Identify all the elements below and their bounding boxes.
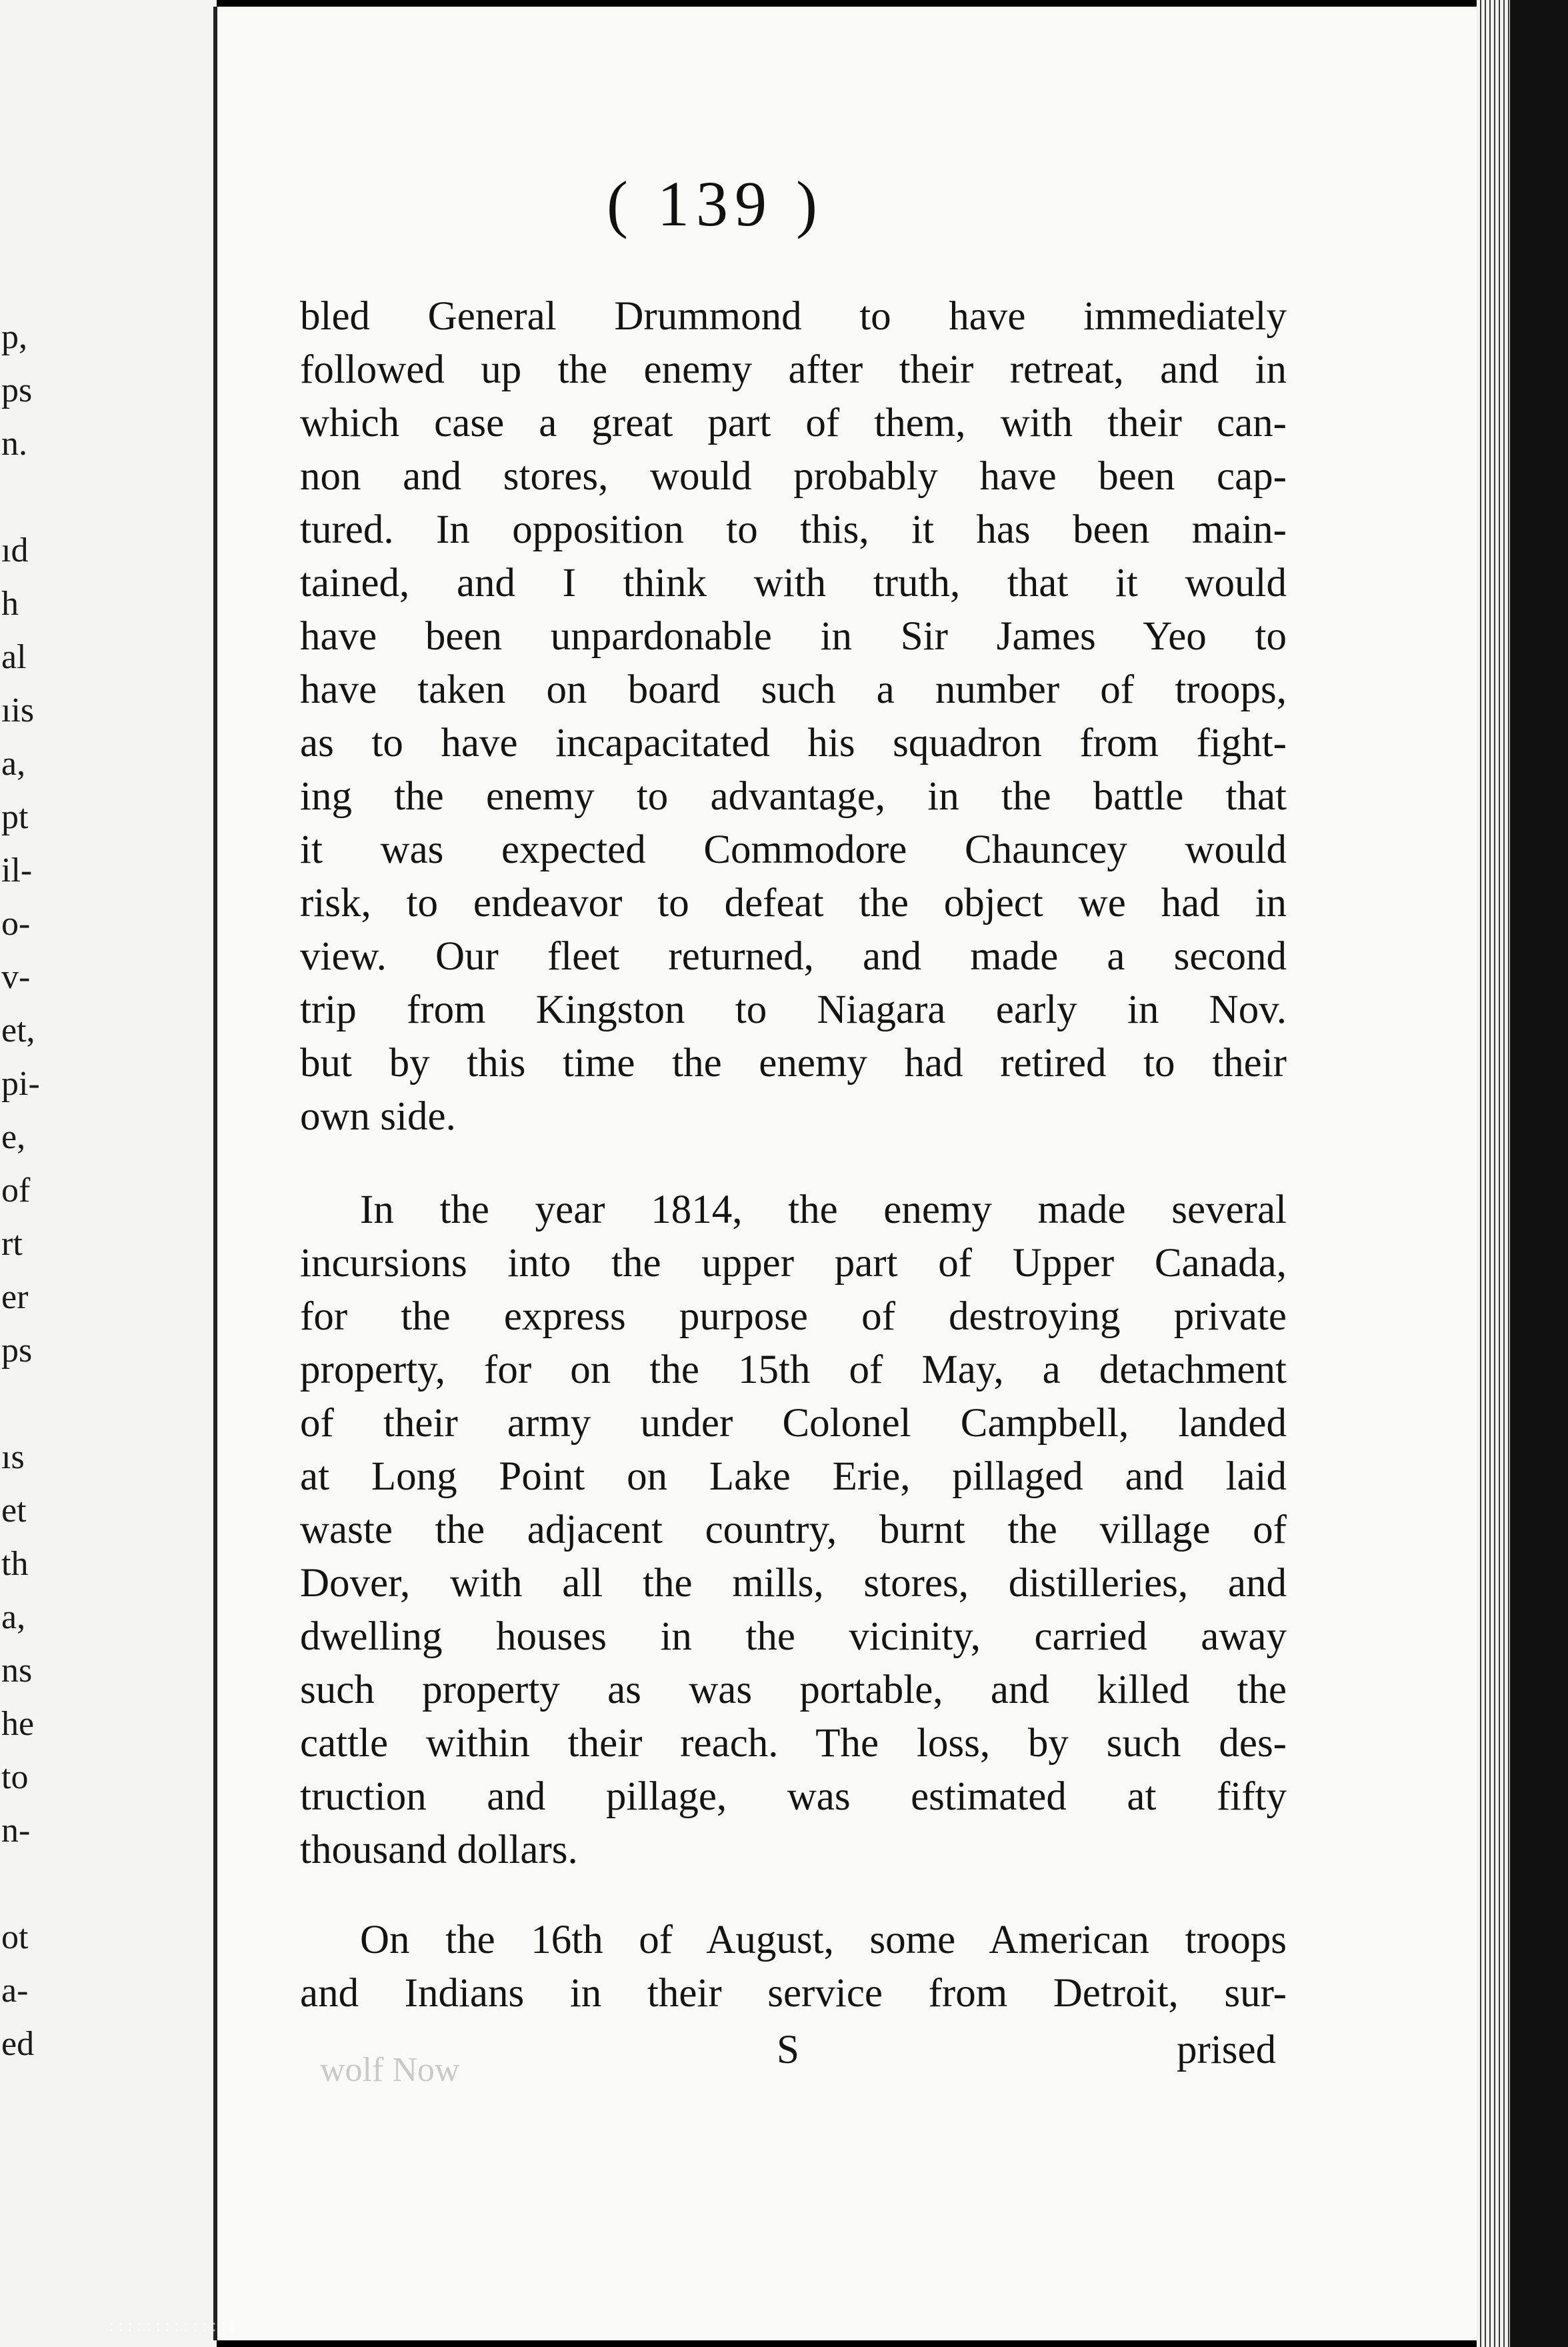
left-page-line-end: of <box>1 1171 31 1210</box>
left-page-line-end: al <box>1 638 27 676</box>
left-page-line-end: ns <box>1 1652 33 1690</box>
left-page-line-end: et, <box>1 1011 35 1049</box>
text-line: tured. In opposition to this, it has been main- <box>300 507 1287 552</box>
text-line: followed up the enemy after their retreat, and in <box>300 347 1287 392</box>
left-page-line-end: ps <box>1 1332 33 1370</box>
text-line: non and stores, would probably have been cap- <box>300 454 1287 499</box>
left-page-line-end: v- <box>1 958 31 996</box>
text-line: have taken on board such a number of troops, <box>300 667 1287 712</box>
text-line: waste the adjacent country, burnt the village of <box>300 1508 1287 1552</box>
text-line: but by this time the enemy had retired to their <box>300 1041 1287 1085</box>
text-line: have been unpardonable in Sir James Yeo to <box>300 614 1287 659</box>
text-line: property, for on the 15th of May, a detachment <box>300 1348 1287 1392</box>
paragraph-2 <box>300 1184 1287 1877</box>
left-page-line-end: a, <box>1 745 26 783</box>
text-line: such property as was portable, and killed the <box>300 1668 1287 1712</box>
left-page-line-end: ıis <box>1 691 35 729</box>
text-line: incursions into the upper part of Upper Canada, <box>300 1241 1287 1286</box>
left-page-line-end: th <box>1 1545 29 1583</box>
text-line: tained, and I think with truth, that it would <box>300 561 1287 605</box>
left-page-line-end: a- <box>1 1972 29 2010</box>
left-page-line-end: er <box>1 1278 29 1316</box>
left-page-line-end: ıd <box>1 531 29 569</box>
text-line: at Long Point on Lake Erie, pillaged and laid <box>300 1454 1287 1499</box>
left-page-line-end: ot <box>1 1918 29 1956</box>
page-edge-shadow <box>1510 0 1568 2347</box>
left-page-line-end: rt <box>1 1225 23 1263</box>
left-page-line-end: h <box>1 585 19 623</box>
left-page-line-end: n. <box>1 425 27 463</box>
left-page-line-end: il- <box>1 851 33 889</box>
left-page-line-end: e, <box>1 1118 26 1156</box>
left-page-line-end: ıs <box>1 1438 25 1476</box>
text-line: truction and pillage, was estimated at fifty <box>300 1774 1287 1819</box>
text-line: trip from Kingston to Niagara early in Nov. <box>300 987 1287 1032</box>
text-line: Dover, with all the mills, stores, distilleries, and <box>300 1561 1287 1606</box>
left-page-line-end: pt <box>1 798 29 836</box>
page-number: ( 139 ) <box>607 168 824 239</box>
left-page-line-end: p, <box>1 318 27 356</box>
left-page-line-end: n- <box>1 1812 31 1850</box>
text-line: risk, to endeavor to defeat the object we had in <box>300 881 1287 925</box>
left-facing-page <box>0 0 217 2347</box>
paragraph-1 <box>300 290 1287 1143</box>
text-line: thousand dollars. <box>300 1828 578 1872</box>
text-line: dwelling houses in the vicinity, carried away <box>300 1614 1287 1659</box>
paragraph-3 <box>300 1914 1287 2020</box>
text-line: of their army under Colonel Campbell, landed <box>300 1401 1287 1446</box>
left-page-line-end: a, <box>1 1598 26 1636</box>
text-line: as to have incapacitated his squadron from fight- <box>300 721 1287 765</box>
text-line: In the year 1814, the enemy made several <box>360 1188 1287 1232</box>
left-page-line-end: et <box>1 1492 27 1530</box>
text-line: view. Our fleet returned, and made a second <box>300 934 1287 979</box>
text-line: ing the enemy to advantage, in the battle that <box>300 774 1287 819</box>
left-page-line-end: o- <box>1 905 31 943</box>
page-specks <box>107 2320 240 2334</box>
text-line: and Indians in their service from Detroit, sur- <box>300 1971 1287 2016</box>
bleed-through-text: wolf Now <box>320 2051 460 2089</box>
text-line: own side. <box>300 1094 456 1139</box>
catchword: prised <box>1177 2028 1277 2072</box>
text-line: it was expected Commodore Chauncey would <box>300 827 1287 872</box>
text-line: cattle within their reach. The loss, by such des- <box>300 1721 1287 1766</box>
text-line: which case a great part of them, with their can- <box>300 401 1287 445</box>
left-page-line-end: to <box>1 1758 29 1796</box>
text-line: On the 16th of August, some American troops <box>360 1918 1287 1962</box>
left-page-line-end: pi- <box>1 1065 40 1103</box>
signature-mark: S <box>777 2028 799 2072</box>
text-line: bled General Drummond to have immediately <box>300 294 1287 339</box>
left-page-line-end: ps <box>1 371 33 409</box>
left-page-line-end: ed <box>1 2025 35 2063</box>
text-line: for the express purpose of destroying private <box>300 1294 1287 1339</box>
left-page-line-end: he <box>1 1705 35 1743</box>
